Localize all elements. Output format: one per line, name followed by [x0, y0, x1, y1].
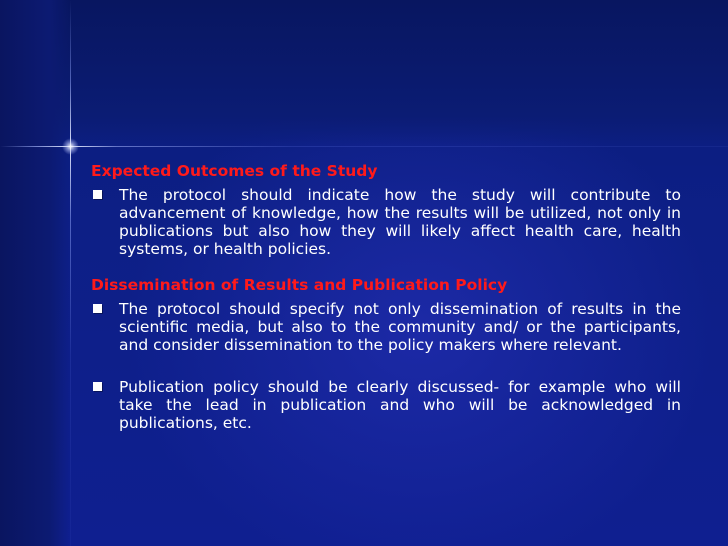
- bullet-item: [91, 186, 681, 258]
- square-bullet-icon: [93, 304, 102, 313]
- section-dissemination: [91, 276, 681, 432]
- sparkle-star-icon: [62, 138, 79, 155]
- bullet-text: The protocol should indicate how the study will contribute to advancement of knowledge, how the results will be utilized, not only in publications but also how they will likely affect health care, health systems, or health policies.: [119, 186, 681, 258]
- section-heading: Dissemination of Results and Publication Policy: [91, 276, 508, 294]
- sparkle-horizontal-ray: [0, 146, 728, 147]
- section-heading: Expected Outcomes of the Study: [91, 162, 378, 180]
- sparkle-vertical-ray: [70, 0, 71, 546]
- top-band-decoration: [0, 0, 728, 145]
- bullet-item: [91, 300, 681, 354]
- section-expected-outcomes: [91, 162, 681, 258]
- bullet-item: [91, 378, 681, 432]
- bullet-text: The protocol should specify not only dissemination of results in the scientific media, but also to the community and/ or the participants, and consider dissemination to the policy makers where relevant.: [119, 300, 681, 354]
- slide-body: [91, 162, 681, 432]
- square-bullet-icon: [93, 190, 102, 199]
- bullet-text: Publication policy should be clearly discussed- for example who will take the lead in publication and who will be acknowledged in publications, etc.: [119, 378, 681, 432]
- left-band-decoration: [0, 0, 70, 546]
- square-bullet-icon: [93, 382, 102, 391]
